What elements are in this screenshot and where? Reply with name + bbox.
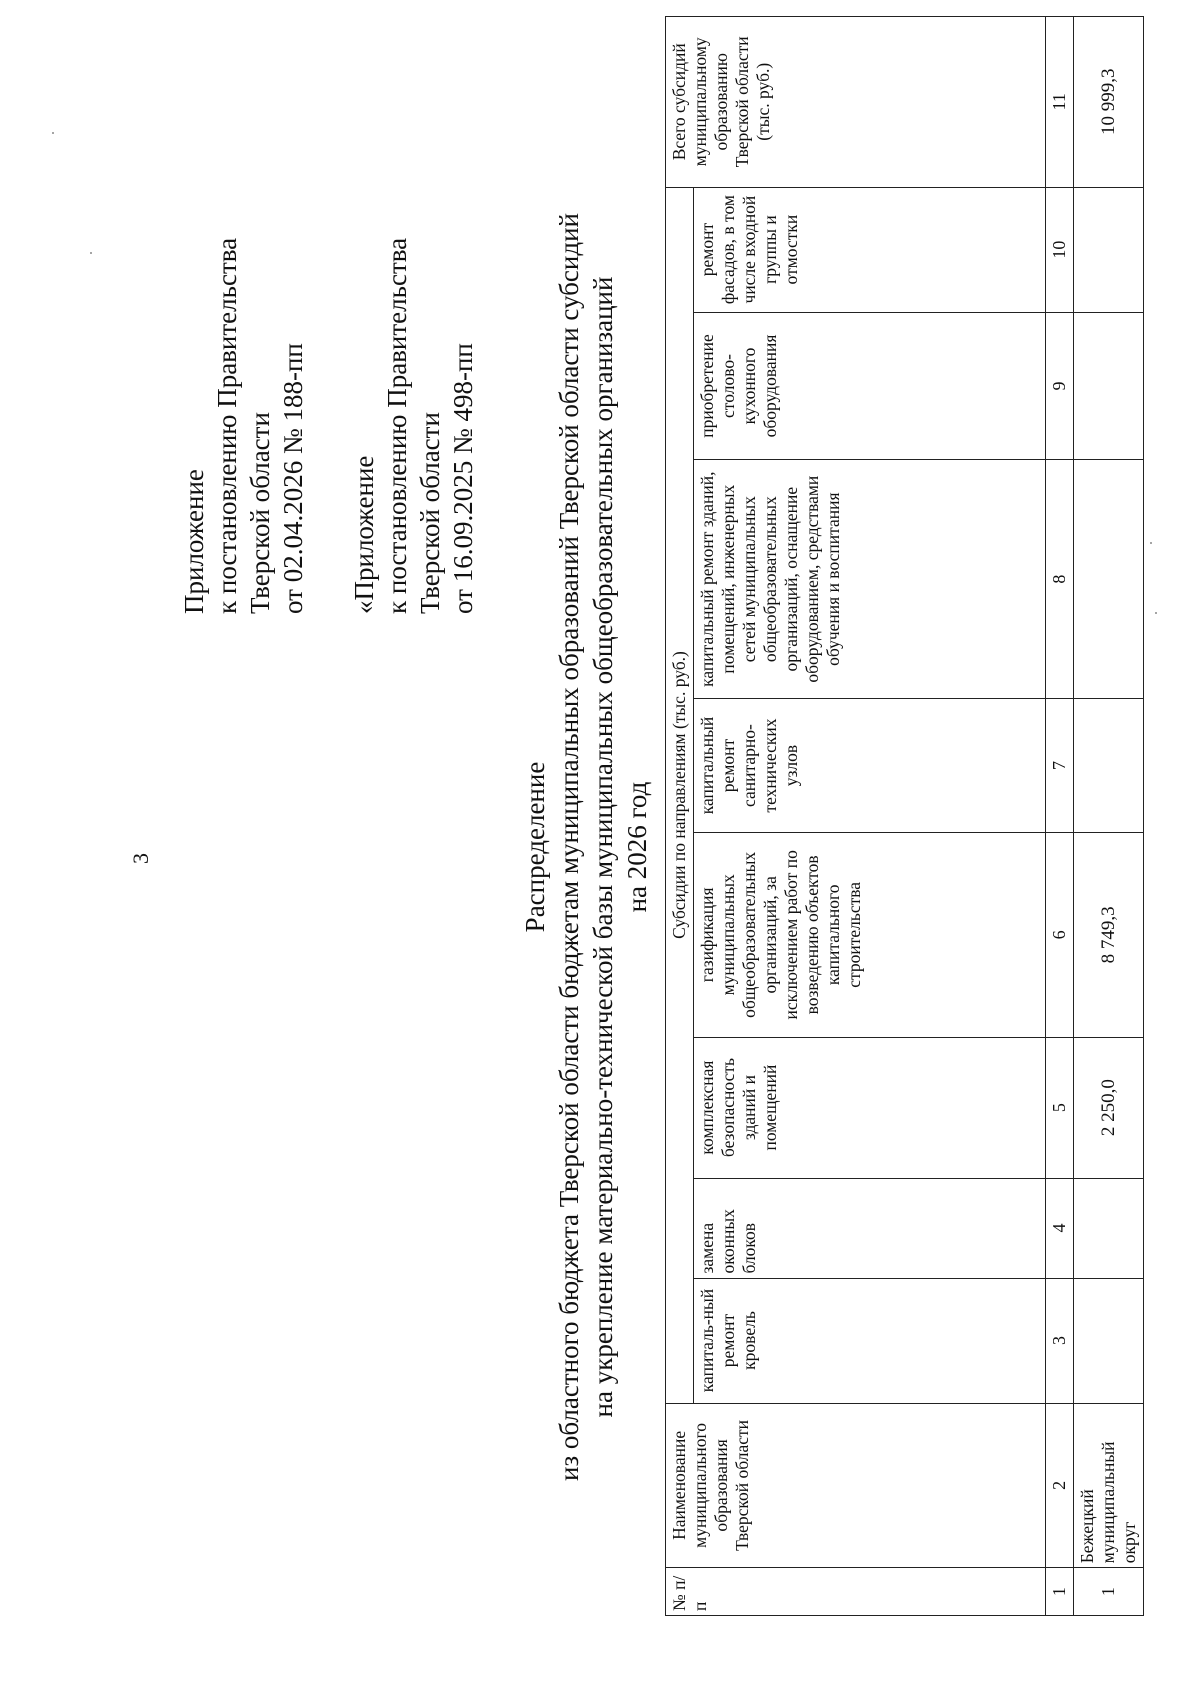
row-value-capital-repair [1074, 460, 1144, 699]
approval-block-current [178, 238, 310, 614]
row-value-total: 10 999,3 [1074, 17, 1144, 188]
column-number: 11 [1046, 17, 1074, 188]
header-subsidy-group: Субсидии по направлениям (тыс. руб.) [666, 187, 694, 1403]
approval-line: от 02.04.2026 № 188-пп [278, 343, 308, 614]
column-number: 10 [1046, 187, 1074, 312]
header-capital-repair: капитальный ремонт зданий, помещений, инженерных сетей муниципальных общеобразовательных организаций, оснащение оборудованием, средствами обучения и воспитания [694, 460, 1046, 699]
scan-speck [90, 252, 92, 254]
scan-speck [1150, 542, 1152, 544]
header-window-replacement: замена оконных блоков [694, 1178, 1046, 1278]
column-number-row [1046, 17, 1074, 1616]
column-number: 1 [1046, 1568, 1074, 1616]
row-value-roof-repair [1074, 1278, 1144, 1403]
column-number: 3 [1046, 1278, 1074, 1403]
header-kitchen-equipment: приобретение столово-кухонного оборудования [694, 312, 1046, 460]
scan-speck [1155, 612, 1157, 614]
row-value-gasification: 8 749,3 [1074, 833, 1144, 1038]
header-facade-repair: ремонт фасадов, в том числе входной группы и отмостки [694, 187, 1046, 312]
table-row [1074, 17, 1144, 1616]
approval-line: от 16.09.2025 № 498-пп [448, 343, 478, 614]
row-municipality-name: Бежецкий муниципальный округ [1074, 1403, 1144, 1568]
row-value-window-replacement [1074, 1178, 1144, 1278]
row-number: 1 [1074, 1568, 1144, 1616]
approval-block-original [348, 238, 480, 614]
column-number: 4 [1046, 1178, 1074, 1278]
title-line: Распределение [520, 761, 550, 933]
title-line: на укрепление материально-технической базы муниципальных общеобразовательных организаций [588, 276, 618, 1418]
header-sanitary-repair: капитальный ремонт санитарно-технических узлов [694, 698, 1046, 832]
row-value-kitchen-equipment [1074, 312, 1144, 460]
row-value-complex-security: 2 250,0 [1074, 1037, 1144, 1178]
document-title [518, 0, 654, 1694]
header-gasification: газификация муниципальных общеобразовательных организаций, за исключением работ по возведению объектов капитального строительства [694, 833, 1046, 1038]
column-number: 2 [1046, 1403, 1074, 1568]
header-roof-repair: капиталь-ный ремонт кровель [694, 1278, 1046, 1403]
header-row-2 [694, 17, 1046, 1616]
column-number: 7 [1046, 698, 1074, 832]
header-complex-security: комплексная безопасность зданий и помещений [694, 1037, 1046, 1178]
column-number: 9 [1046, 312, 1074, 460]
subsidy-distribution-table [665, 16, 1144, 1616]
scan-speck [52, 132, 54, 134]
approval-line: Тверской области [245, 412, 275, 614]
approval-line: к постановлению Правительства [382, 237, 412, 614]
title-line: на 2026 год [622, 781, 652, 913]
column-number: 8 [1046, 460, 1074, 699]
column-number: 5 [1046, 1037, 1074, 1178]
approval-line: к постановлению Правительства [212, 237, 242, 614]
approval-line: «Приложение [349, 455, 379, 614]
approval-line: Приложение [179, 469, 209, 614]
title-line: из областного бюджета Тверской области бюджетам муниципальных образований Тверской области субсидий [554, 213, 584, 1481]
header-row-1 [666, 17, 694, 1616]
column-number: 6 [1046, 833, 1074, 1038]
row-value-facade-repair [1074, 187, 1144, 312]
approval-line: Тверской области [415, 412, 445, 614]
page-number: 3 [128, 853, 153, 864]
header-name: Наименование муниципального образования Тверской области [666, 1403, 1046, 1568]
header-total: Всего субсидий муниципальному образованию Тверской области (тыс. руб.) [666, 17, 1046, 188]
header-num: № п/п [666, 1568, 1046, 1616]
row-value-sanitary-repair [1074, 698, 1144, 832]
